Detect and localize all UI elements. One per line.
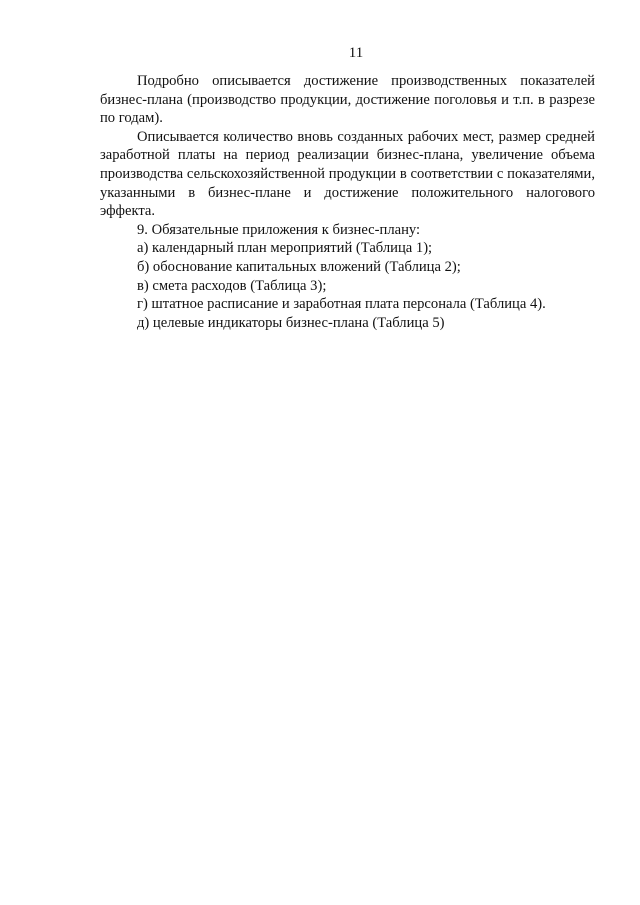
paragraph-production-indicators: Подробно описывается достижение производственных показателей бизнес-плана (производство продукции, достижение поголовья и т.п. в разрезе по годам). <box>100 73 595 127</box>
list-item: б) обоснование капитальных вложений (Таблица 2); <box>137 258 461 275</box>
section-heading-appendices: 9. Обязательные приложения к бизнес-плану: <box>137 221 421 238</box>
paragraph-jobs-and-salary: Описывается количество вновь созданных рабочих мест, размер средней заработной платы на период реализации бизнес-плана, увеличение объема производства сельскохозяйственной продукции в соответствии с показателями, указанными в бизнес-плане и достижение положительного налогового эффекта. <box>100 128 595 220</box>
list-item: а) календарный план мероприятий (Таблица 1); <box>137 240 433 257</box>
list-item: д) целевые индикаторы бизнес-плана (Таблица 5) <box>137 314 445 331</box>
list-item: г) штатное расписание и заработная плата персонала (Таблица 4). <box>137 296 546 313</box>
document-body <box>100 72 595 332</box>
page-number: 11 <box>348 45 364 61</box>
list-item: в) смета расходов (Таблица 3); <box>137 277 327 294</box>
